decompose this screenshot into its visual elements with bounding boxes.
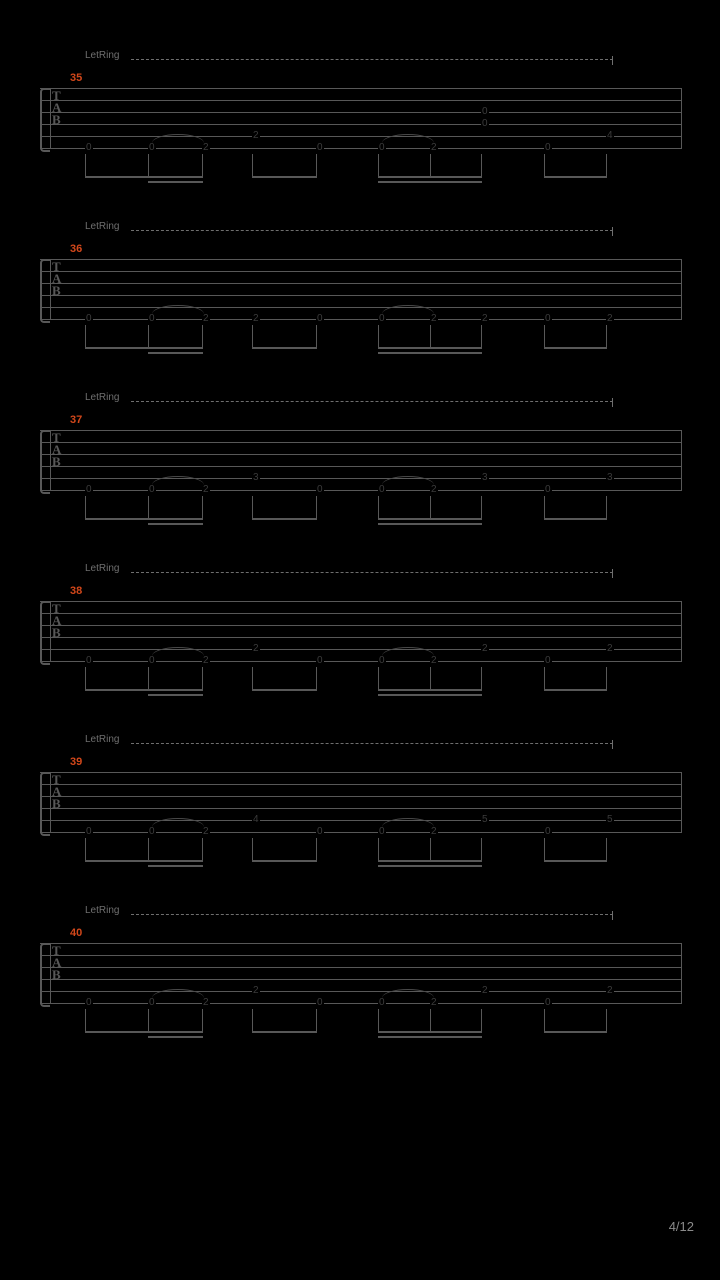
tab-note: 2 <box>607 985 613 996</box>
let-ring-label: LetRing <box>85 50 120 61</box>
staff-line <box>40 613 682 614</box>
tab-note: 2 <box>203 313 209 324</box>
note-stem <box>202 1009 203 1033</box>
note-stem <box>606 667 607 691</box>
note-stem <box>430 325 431 349</box>
staff-line <box>40 820 682 821</box>
tab-clef-letter: T <box>52 88 61 103</box>
staff-line <box>40 271 682 272</box>
beam <box>85 860 203 862</box>
let-ring-dashes <box>131 230 613 231</box>
tab-clef-letter: A <box>52 442 62 457</box>
note-stem <box>481 1009 482 1033</box>
note-stem <box>606 154 607 178</box>
staff-line <box>40 490 682 491</box>
staff-line <box>40 454 682 455</box>
beam <box>252 347 317 349</box>
tab-note: 0 <box>379 313 385 324</box>
note-stem <box>148 667 149 691</box>
let-ring-dashes <box>131 743 613 744</box>
tab-clef-letter: T <box>52 430 61 445</box>
let-ring-dashes <box>131 914 613 915</box>
note-stem <box>148 1009 149 1033</box>
barline-start <box>50 259 51 319</box>
barline-end <box>681 259 682 319</box>
note-stem <box>606 1009 607 1033</box>
tab-note: 0 <box>545 142 551 153</box>
tab-note: 0 <box>317 826 323 837</box>
tab-note: 0 <box>86 655 92 666</box>
let-ring-label: LetRing <box>85 563 120 574</box>
tab-note: 0 <box>545 484 551 495</box>
tab-note: 5 <box>482 814 488 825</box>
note-stem <box>378 838 379 862</box>
staff-line <box>40 625 682 626</box>
tab-clef-letter: T <box>52 601 61 616</box>
barline-end <box>681 772 682 832</box>
tab-note: 4 <box>253 814 259 825</box>
note-stem <box>148 496 149 520</box>
tab-note: 2 <box>203 655 209 666</box>
tab-note: 2 <box>431 655 437 666</box>
note-stem <box>252 154 253 178</box>
tab-note: 0 <box>149 826 155 837</box>
let-ring-dashes <box>131 59 613 60</box>
beam-secondary <box>148 1036 203 1038</box>
tab-staff <box>40 601 682 666</box>
note-stem <box>481 325 482 349</box>
note-stem <box>148 325 149 349</box>
barline-start <box>50 88 51 148</box>
tab-note: 0 <box>149 313 155 324</box>
tab-note: 0 <box>317 484 323 495</box>
note-stem <box>316 154 317 178</box>
tab-clef-letter: B <box>52 112 61 127</box>
note-stem <box>544 325 545 349</box>
note-stem <box>85 154 86 178</box>
note-stem <box>316 667 317 691</box>
staff-line <box>40 832 682 833</box>
tab-clef-letter: T <box>52 943 61 958</box>
tab-note: 0 <box>317 997 323 1008</box>
note-stem <box>430 496 431 520</box>
staff-line <box>40 808 682 809</box>
beam <box>252 176 317 178</box>
tab-note: 0 <box>86 142 92 153</box>
measure-number: 40 <box>70 927 83 939</box>
tab-note: 0 <box>149 142 155 153</box>
beam <box>85 518 203 520</box>
barline-start <box>50 430 51 490</box>
staff-line <box>40 1003 682 1004</box>
tab-clef-letter: B <box>52 625 61 640</box>
staff-line <box>40 112 682 113</box>
measure-number: 38 <box>70 585 83 597</box>
tab-system <box>0 392 720 562</box>
system-brace <box>40 88 50 152</box>
note-stem <box>316 325 317 349</box>
tab-clef-letter: B <box>52 283 61 298</box>
note-stem <box>316 496 317 520</box>
note-stem <box>85 667 86 691</box>
tab-note: 0 <box>379 142 385 153</box>
beam-secondary <box>378 1036 482 1038</box>
tab-note: 2 <box>431 142 437 153</box>
tab-note: 2 <box>431 313 437 324</box>
beam <box>544 347 607 349</box>
tab-note: 2 <box>431 826 437 837</box>
tab-note: 0 <box>86 997 92 1008</box>
let-ring-label: LetRing <box>85 905 120 916</box>
staff-line <box>40 601 682 602</box>
note-stem <box>378 667 379 691</box>
note-stem <box>378 496 379 520</box>
barline-start <box>50 601 51 661</box>
note-stem <box>481 496 482 520</box>
staff-line <box>40 430 682 431</box>
tab-staff <box>40 430 682 495</box>
note-stem <box>202 667 203 691</box>
system-brace <box>40 943 50 1007</box>
staff-line <box>40 637 682 638</box>
staff-line <box>40 124 682 125</box>
staff-line <box>40 148 682 149</box>
tab-note: 2 <box>203 997 209 1008</box>
tab-note: 0 <box>149 655 155 666</box>
tab-note: 4 <box>607 130 613 141</box>
note-stem <box>378 1009 379 1033</box>
measure-number: 36 <box>70 243 83 255</box>
barline-end <box>681 430 682 490</box>
tab-note: 0 <box>545 826 551 837</box>
note-stem <box>85 838 86 862</box>
staff-line <box>40 259 682 260</box>
note-stem <box>544 667 545 691</box>
system-brace <box>40 601 50 665</box>
note-stem <box>316 838 317 862</box>
beam <box>85 176 203 178</box>
beam <box>85 1031 203 1033</box>
staff-line <box>40 967 682 968</box>
beam-secondary <box>148 865 203 867</box>
beam <box>252 1031 317 1033</box>
tab-clef-letter: B <box>52 796 61 811</box>
barline-start <box>50 772 51 832</box>
system-brace <box>40 772 50 836</box>
beam <box>252 689 317 691</box>
tab-note: 0 <box>149 484 155 495</box>
staff-line <box>40 796 682 797</box>
beam <box>544 1031 607 1033</box>
tab-note: 0 <box>379 997 385 1008</box>
tab-note: 0 <box>482 106 488 117</box>
staff-line <box>40 88 682 89</box>
note-stem <box>430 154 431 178</box>
tab-system <box>0 50 720 220</box>
barline-end <box>681 943 682 1003</box>
barline-start <box>50 943 51 1003</box>
tab-note: 0 <box>379 655 385 666</box>
tab-note: 2 <box>203 826 209 837</box>
note-stem <box>544 1009 545 1033</box>
let-ring-dashes <box>131 572 613 573</box>
tab-note: 2 <box>607 643 613 654</box>
beam <box>544 689 607 691</box>
tab-note: 2 <box>431 997 437 1008</box>
note-stem <box>544 496 545 520</box>
staff-line <box>40 319 682 320</box>
beam-secondary <box>378 865 482 867</box>
beam <box>544 176 607 178</box>
tab-staff <box>40 772 682 837</box>
note-stem <box>378 325 379 349</box>
note-stem <box>481 838 482 862</box>
beam-secondary <box>378 694 482 696</box>
note-stem <box>252 1009 253 1033</box>
note-stem <box>430 838 431 862</box>
tab-note: 0 <box>317 655 323 666</box>
staff-line <box>40 283 682 284</box>
note-stem <box>148 838 149 862</box>
staff-line <box>40 661 682 662</box>
note-stem <box>85 1009 86 1033</box>
note-stem <box>606 325 607 349</box>
beam-secondary <box>378 181 482 183</box>
tab-system <box>0 734 720 904</box>
tab-note: 0 <box>482 118 488 129</box>
page-number: 4/12 <box>668 1219 694 1234</box>
tab-system <box>0 563 720 733</box>
tab-clef-letter: A <box>52 955 62 970</box>
beam <box>85 347 203 349</box>
tab-note: 0 <box>86 313 92 324</box>
measure-number: 39 <box>70 756 83 768</box>
staff-line <box>40 478 682 479</box>
tab-note: 2 <box>253 313 259 324</box>
tab-clef-letter: T <box>52 259 61 274</box>
barline-end <box>681 601 682 661</box>
note-stem <box>202 325 203 349</box>
beam-secondary <box>148 181 203 183</box>
note-stem <box>430 667 431 691</box>
barline-end <box>681 88 682 148</box>
beam-secondary <box>148 523 203 525</box>
beam <box>252 860 317 862</box>
tab-note: 0 <box>545 655 551 666</box>
tab-note: 3 <box>607 472 613 483</box>
note-stem <box>202 838 203 862</box>
tab-staff <box>40 943 682 1008</box>
note-stem <box>606 496 607 520</box>
note-stem <box>202 496 203 520</box>
tab-note: 2 <box>253 985 259 996</box>
tab-note: 2 <box>203 484 209 495</box>
staff-line <box>40 466 682 467</box>
note-stem <box>252 496 253 520</box>
beam <box>252 518 317 520</box>
measure-number: 37 <box>70 414 83 426</box>
staff-line <box>40 772 682 773</box>
tab-note: 0 <box>379 826 385 837</box>
note-stem <box>544 838 545 862</box>
staff-line <box>40 307 682 308</box>
note-stem <box>544 154 545 178</box>
tab-note: 3 <box>482 472 488 483</box>
staff-line <box>40 649 682 650</box>
note-stem <box>430 1009 431 1033</box>
staff-line <box>40 991 682 992</box>
tab-note: 0 <box>545 313 551 324</box>
beam-secondary <box>378 523 482 525</box>
tab-note: 0 <box>317 313 323 324</box>
tab-note: 0 <box>86 826 92 837</box>
tab-note: 2 <box>203 142 209 153</box>
tab-note: 2 <box>431 484 437 495</box>
let-ring-dashes <box>131 401 613 402</box>
measure-number: 35 <box>70 72 83 84</box>
beam-secondary <box>148 352 203 354</box>
tab-clef-letter: B <box>52 967 61 982</box>
staff-line <box>40 442 682 443</box>
tab-note: 0 <box>149 997 155 1008</box>
staff-line <box>40 784 682 785</box>
beam <box>544 518 607 520</box>
note-stem <box>85 325 86 349</box>
tab-note: 2 <box>482 313 488 324</box>
tab-clef-letter: A <box>52 613 62 628</box>
tab-note: 3 <box>253 472 259 483</box>
note-stem <box>316 1009 317 1033</box>
tab-clef-letter: A <box>52 271 62 286</box>
note-stem <box>481 667 482 691</box>
system-brace <box>40 430 50 494</box>
tab-note: 2 <box>253 130 259 141</box>
staff-line <box>40 943 682 944</box>
system-brace <box>40 259 50 323</box>
note-stem <box>252 667 253 691</box>
tab-system <box>0 221 720 391</box>
beam-secondary <box>378 352 482 354</box>
tab-note: 2 <box>482 643 488 654</box>
tab-note: 2 <box>253 643 259 654</box>
note-stem <box>606 838 607 862</box>
note-stem <box>378 154 379 178</box>
let-ring-label: LetRing <box>85 392 120 403</box>
let-ring-label: LetRing <box>85 734 120 745</box>
staff-line <box>40 979 682 980</box>
tab-staff <box>40 259 682 324</box>
note-stem <box>85 496 86 520</box>
tab-clef-letter: A <box>52 784 62 799</box>
tab-note: 0 <box>545 997 551 1008</box>
beam <box>544 860 607 862</box>
tab-note: 0 <box>86 484 92 495</box>
tab-note: 2 <box>607 313 613 324</box>
note-stem <box>481 154 482 178</box>
staff-line <box>40 100 682 101</box>
note-stem <box>252 838 253 862</box>
tab-clef-letter: T <box>52 772 61 787</box>
beam-secondary <box>148 694 203 696</box>
tab-clef-letter: B <box>52 454 61 469</box>
tab-note: 5 <box>607 814 613 825</box>
tab-note: 0 <box>379 484 385 495</box>
let-ring-label: LetRing <box>85 221 120 232</box>
staff-line <box>40 136 682 137</box>
beam <box>85 689 203 691</box>
tab-note: 2 <box>482 985 488 996</box>
staff-line <box>40 295 682 296</box>
tab-system <box>0 905 720 1075</box>
note-stem <box>202 154 203 178</box>
note-stem <box>148 154 149 178</box>
staff-line <box>40 955 682 956</box>
tab-note: 0 <box>317 142 323 153</box>
tab-clef-letter: A <box>52 100 62 115</box>
tab-staff <box>40 88 682 153</box>
note-stem <box>252 325 253 349</box>
